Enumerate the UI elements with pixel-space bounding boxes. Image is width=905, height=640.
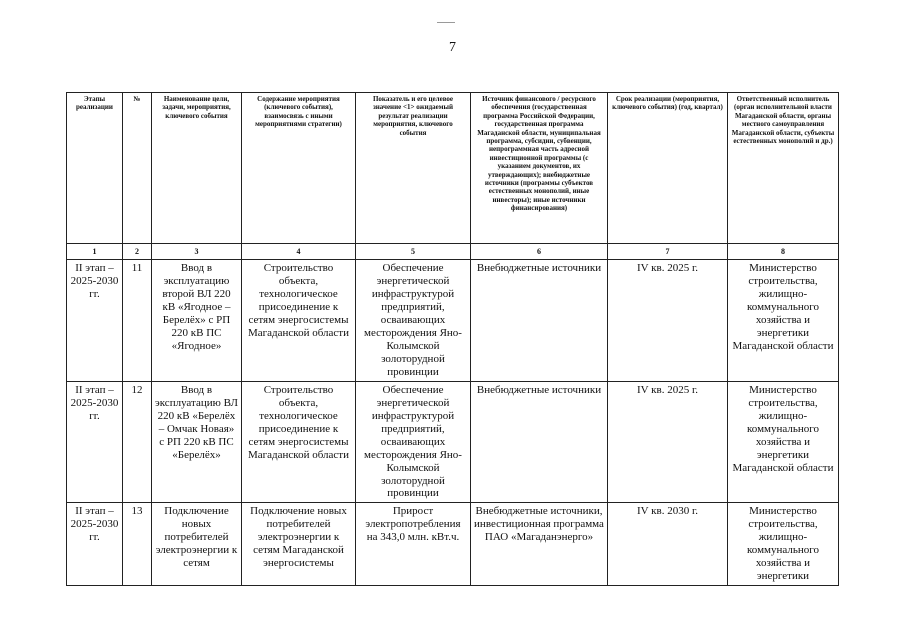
table-row <box>67 260 839 382</box>
cell-executor: Министерство строительства, жилищно-коммунального хозяйства и энергетики Магаданской области <box>728 381 839 503</box>
cell-term: IV кв. 2030 г. <box>608 503 728 586</box>
column-number: 8 <box>728 244 839 260</box>
page-number: 7 <box>449 40 456 55</box>
cell-source: Внебюджетные источники <box>471 381 608 503</box>
cell-name: Ввод в эксплуатацию ВЛ 220 кВ «Берелёх – Омчак Новая» с РП 220 кВ ПС «Берелёх» <box>152 381 242 503</box>
cell-stage: II этап – 2025-2030 гг. <box>67 503 123 586</box>
cell-indicator: Прирост электропотребления на 343,0 млн. кВт.ч. <box>356 503 471 586</box>
header-number: № <box>123 93 152 244</box>
cell-indicator: Обеспечение энергетической инфраструктурой предприятий, осваивающих месторождения Яно-Колымской золоторудной провинции <box>356 381 471 503</box>
cell-number: 12 <box>123 381 152 503</box>
header-term: Срок реализации (мероприятия, ключевого события) (год, квартал) <box>608 93 728 244</box>
cell-content: Строительство объекта, технологическое присоединение к сетям энергосистемы Магаданской области <box>242 260 356 382</box>
cell-stage: II этап – 2025-2030 гг. <box>67 381 123 503</box>
cell-number: 11 <box>123 260 152 382</box>
column-numbers-row <box>67 244 839 260</box>
cell-source: Внебюджетные источники <box>471 260 608 382</box>
column-number: 4 <box>242 244 356 260</box>
header-content: Содержание мероприятия (ключевого события), взаимосвязь с иными мероприятиями стратегии) <box>242 93 356 244</box>
column-number: 1 <box>67 244 123 260</box>
cell-executor: Министерство строительства, жилищно-коммунального хозяйства и энергетики Магаданской области <box>728 260 839 382</box>
table-row <box>67 503 839 586</box>
header-row <box>67 93 839 244</box>
column-number: 7 <box>608 244 728 260</box>
header-stage: Этапы реализации <box>67 93 123 244</box>
header-source: Источник финансового / ресурсного обеспечения (государственная программа Российской Федерации, государственная программа Магаданской области, муниципальная программа, субсидии, субвенции, непрограммная часть адресной инвестиционной программы (с указанием документов, их утверждающих); внебюджетные источники (программы субъектов естественных монополий, иные инвесторы); иные источники финансирования) <box>471 93 608 244</box>
table-row <box>67 381 839 503</box>
cell-executor: Министерство строительства, жилищно-коммунального хозяйства и энергетики <box>728 503 839 586</box>
column-number: 6 <box>471 244 608 260</box>
column-number: 5 <box>356 244 471 260</box>
cell-stage: II этап – 2025-2030 гг. <box>67 260 123 382</box>
cell-content: Строительство объекта, технологическое присоединение к сетям энергосистемы Магаданской области <box>242 381 356 503</box>
cell-term: IV кв. 2025 г. <box>608 381 728 503</box>
scan-mark <box>437 22 455 23</box>
cell-name: Ввод в эксплуатацию второй ВЛ 220 кВ «Ягодное – Берелёх» с РП 220 кВ ПС «Ягодное» <box>152 260 242 382</box>
cell-content: Подключение новых потребителей электроэнергии к сетям Магаданской энергосистемы <box>242 503 356 586</box>
cell-number: 13 <box>123 503 152 586</box>
column-number: 3 <box>152 244 242 260</box>
cell-term: IV кв. 2025 г. <box>608 260 728 382</box>
cell-source: Внебюджетные источники, инвестиционная программа ПАО «Магаданэнерго» <box>471 503 608 586</box>
header-name: Наименование цели, задачи, мероприятия, ключевого события <box>152 93 242 244</box>
header-indicator: Показатель и его целевое значение <1> ожидаемый результат реализации мероприятия, ключевого события <box>356 93 471 244</box>
cell-name: Подключение новых потребителей электроэнергии к сетям <box>152 503 242 586</box>
strategy-measures-table <box>66 92 839 586</box>
cell-indicator: Обеспечение энергетической инфраструктурой предприятий, осваивающих месторождения Яно-Колымской золоторудной провинции <box>356 260 471 382</box>
column-number: 2 <box>123 244 152 260</box>
header-executor: Ответственный исполнитель (орган исполнительной власти Магаданской области, органы местного самоуправления Магаданской области, субъекты естественных монополий и др.) <box>728 93 839 244</box>
